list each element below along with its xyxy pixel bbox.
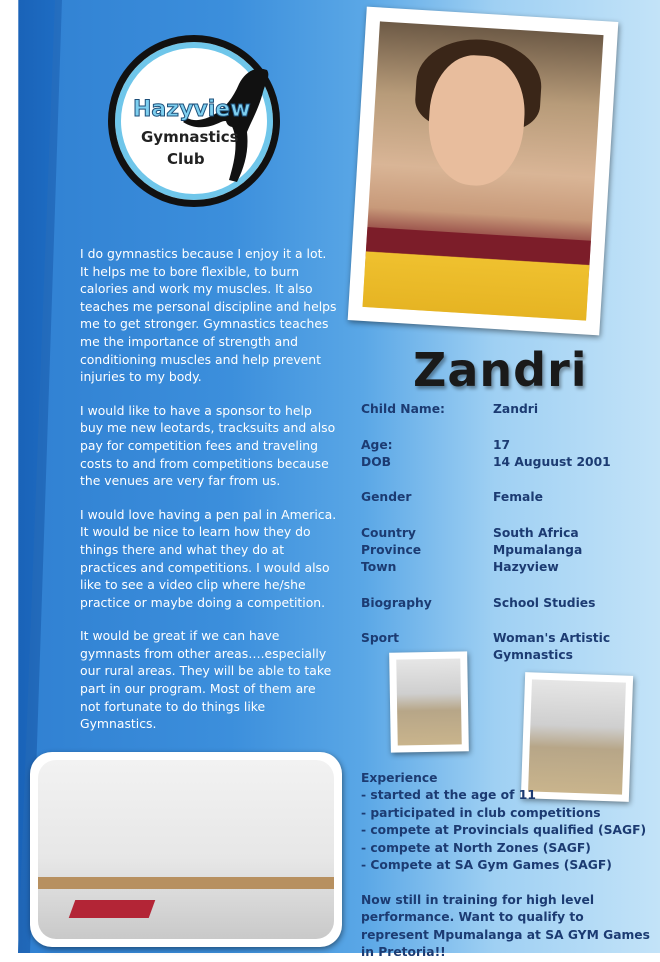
value-town: Hazyview: [493, 560, 559, 574]
label-dob: DOB: [361, 455, 392, 469]
value-dob: 14 Auguust 2001: [493, 455, 611, 469]
label-country: Country: [361, 526, 416, 540]
value-sport-line2: Gymnastics: [493, 648, 573, 662]
paragraph-pen-pal: I would love having a pen pal in America. It would be nice to learn how they do things there and what they do at practices and competitions. I would also like to see a video clip where he/she practice or maybe doing a competition.: [80, 506, 337, 610]
label-town: Town: [361, 560, 397, 574]
logo-text-club: Club: [167, 150, 205, 168]
experience-heading: Experience: [361, 771, 438, 785]
experience-item: - Compete at SA Gym Games (SAGF): [361, 858, 612, 873]
value-age: 17: [493, 438, 511, 452]
name-title: Zandri: [413, 343, 588, 397]
portrait-photo: [348, 7, 619, 336]
paragraph-rural: It would be great if we can have gymnasts from other areas….especially our rural areas. They will be able to take part in our program. Most of them are not fortunate to do things like Gymnastics.: [80, 628, 332, 732]
paragraph-why: I do gymnastics because I enjoy it a lot. It helps me to bore flexible, to burn calories and work my muscles. It also teaches me personal discipline and helps me to get stronger. Gymnastics teaches me the importance of strength and conditioning muscles and help prevent injuries to my body.: [80, 246, 337, 385]
value-child-name: Zandri: [493, 402, 539, 416]
experience-section: [361, 770, 651, 874]
label-age: Age:: [361, 438, 393, 452]
label-sport: Sport: [361, 631, 400, 645]
experience-item: - compete at Provincials qualified (SAGF): [361, 823, 647, 838]
closing-statement: Now still in training for high level performance. Want to qualify to represent Mpumalanga at SA GYM Games in Pretoria!!: [361, 893, 650, 960]
paragraph-sponsor: I would like to have a sponsor to help buy me new leotards, tracksuits and also pay for competition fees and traveling costs to and from competitions because the venues are very far from us.: [80, 402, 336, 489]
experience-item: - participated in club competitions: [361, 805, 601, 820]
value-gender: Female: [493, 490, 543, 504]
value-biography: School Studies: [493, 596, 596, 610]
label-province: Province: [361, 543, 422, 557]
gymnast-silhouette-icon: [175, 62, 285, 192]
club-logo: [108, 35, 280, 207]
logo-text-hazyview: Hazyview: [133, 97, 251, 122]
value-sport-line1: Woman's Artistic: [493, 631, 611, 645]
logo-text-gymnastics: Gymnastics: [141, 128, 239, 146]
label-child-name: Child Name:: [361, 402, 445, 416]
beam-photo: [30, 752, 342, 947]
experience-item: - started at the age of 11: [361, 788, 536, 803]
story-text: [80, 245, 338, 749]
value-country: South Africa: [493, 526, 579, 540]
label-biography: Biography: [361, 596, 432, 610]
label-gender: Gender: [361, 490, 412, 504]
value-province: Mpumalanga: [493, 543, 583, 557]
action-photo-bars: [389, 651, 469, 752]
experience-item: - compete at North Zones (SAGF): [361, 840, 591, 855]
